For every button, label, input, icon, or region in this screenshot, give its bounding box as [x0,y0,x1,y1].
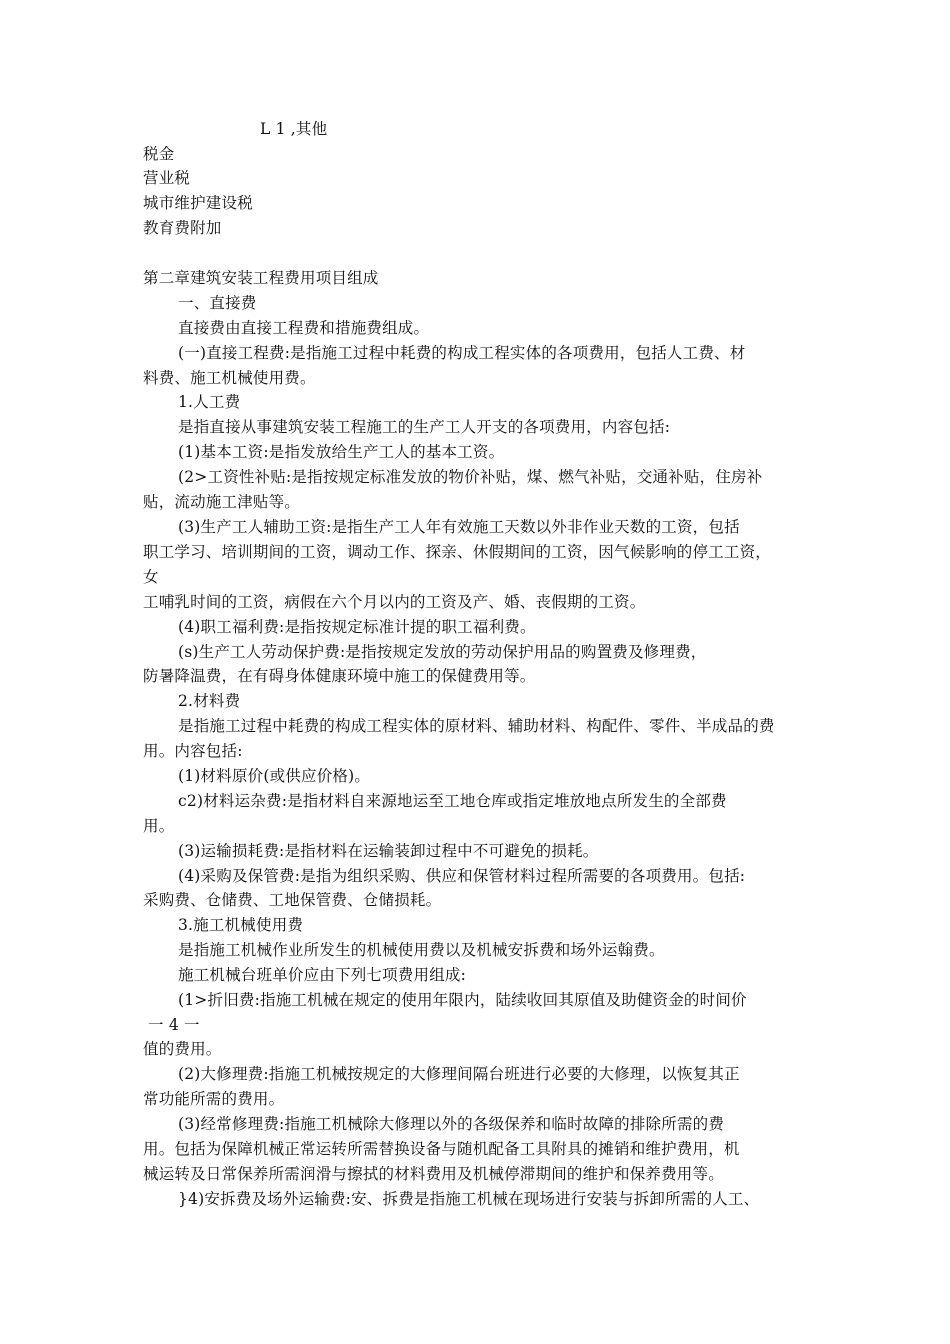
paragraph-line: 常功能所需的费用。 [143,1090,285,1108]
paragraph-line: 职工学习、培训期间的工资，调动工作、探亲、休假期间的工资，因气候影响的停工工资， [143,543,772,561]
paragraph-line: (一)直接工程费:是指施工过程中耗费的构成工程实体的各项费用，包括人工费、材 [178,344,746,362]
paragraph-line: (1)基本工资:是指发放给生产工人的基本工资。 [178,443,505,461]
paragraph-line: 采购费、仓储费、工地保管费、仓储损耗。 [143,891,442,909]
paragraph-line: 防暑降温费，在有碍身体健康环境中施工的保健费用等。 [143,667,536,685]
subsection-heading: 2.材料费 [178,692,241,710]
paragraph-line: (3)运输损耗费:是指材料在运输装卸过程中不可避免的损耗。 [178,842,599,860]
paragraph-line: }4)安拆费及场外运输费:安、拆费是指施工机械在现场进行安装与拆卸所需的人工、 [178,1190,760,1208]
paragraph-line: (4)职工福利费:是指按规定标准计提的职工福利费。 [178,618,536,636]
list-item-city-tax: 城市维护建设税 [143,194,253,212]
paragraph-line: (3)生产工人辅助工资:是指生产工人年有效施工天数以外非作业天数的工资，包括 [178,518,740,536]
paragraph-line: 工哺乳时间的工资，病假在六个月以内的工资及产、婚、丧假期的工资。 [143,593,646,611]
paragraph-line: (3)经常修理费:指施工机械除大修理以外的各级保养和临时故障的排除所需的费 [178,1115,725,1133]
paragraph-line: 械运转及日常保养所需润滑与擦拭的材料费用及机械停滞期间的维护和保养费用等。 [143,1165,724,1183]
list-item-education-fee: 教育费附加 [143,219,222,237]
page-number: 一 4 一 [148,1016,200,1034]
chapter-heading: 第二章建筑安装工程费用项目组成 [143,269,379,287]
paragraph-line: 是指施工机械作业所发生的机械使用费以及机械安拆费和场外运翰费。 [178,941,665,959]
paragraph-line: 用。包括为保障机械正常运转所需替换设备与随机配备工具附具的摊销和维护费用，机 [143,1140,740,1158]
paragraph-line: 施工机械台班单价应由下列七项费用组成: [178,966,467,984]
paragraph-line: (2)大修理费:指施工机械按规定的大修理间隔台班进行必要的大修理，以恢复其正 [178,1065,740,1083]
paragraph-line: 值的费用。 [143,1040,222,1058]
paragraph-line: 用。内容包括: [143,742,243,760]
paragraph-line: c2)材料运杂费:是指材料自来源地运至工地仓库或指定堆放地点所发生的全部费 [178,792,727,810]
paragraph-line: 是指直接从事建筑安装工程施工的生产工人开支的各项费用，内容包括: [178,418,671,436]
paragraph-line: 是指施工过程中耗费的构成工程实体的原材料、辅助材料、构配件、零件、半成品的费 [178,717,775,735]
paragraph-line: (1)材料原价(或供应价格)。 [178,767,371,785]
list-item-tax: 税金 [143,145,175,163]
section-heading: 一、直接费 [178,294,257,312]
paragraph-line: 女 [143,568,159,586]
paragraph-line: 用。 [143,817,175,835]
paragraph-line: 料费、施工机械使用费。 [143,369,316,387]
paragraph-line: 贴，流动施工津贴等。 [143,493,301,511]
paragraph-line: 直接费由直接工程费和措施费组成。 [178,319,430,337]
list-item-business-tax: 营业税 [143,169,191,187]
subsection-heading: 1.人工费 [178,393,241,411]
paragraph-line: (4)采购及保管费:是指为组织采购、供应和保管材料过程所需要的各项费用。包括: [178,867,746,885]
subsection-heading: 3.施工机械使用费 [178,916,304,934]
header-fragment: L 1 ,其他 [260,120,328,138]
paragraph-line: (2>工资性补贴:是指按规定标准发放的物价补贴，煤、燃气补贴，交通补贴，住房补 [178,468,763,486]
paragraph-line: (1>折旧费:指施工机械在规定的使用年限内，陆续收回其原值及助健资金的时间价 [178,991,747,1009]
paragraph-line: (s)生产工人劳动保护费:是指按规定发放的劳动保护用品的购置费及修理费， [178,643,707,661]
